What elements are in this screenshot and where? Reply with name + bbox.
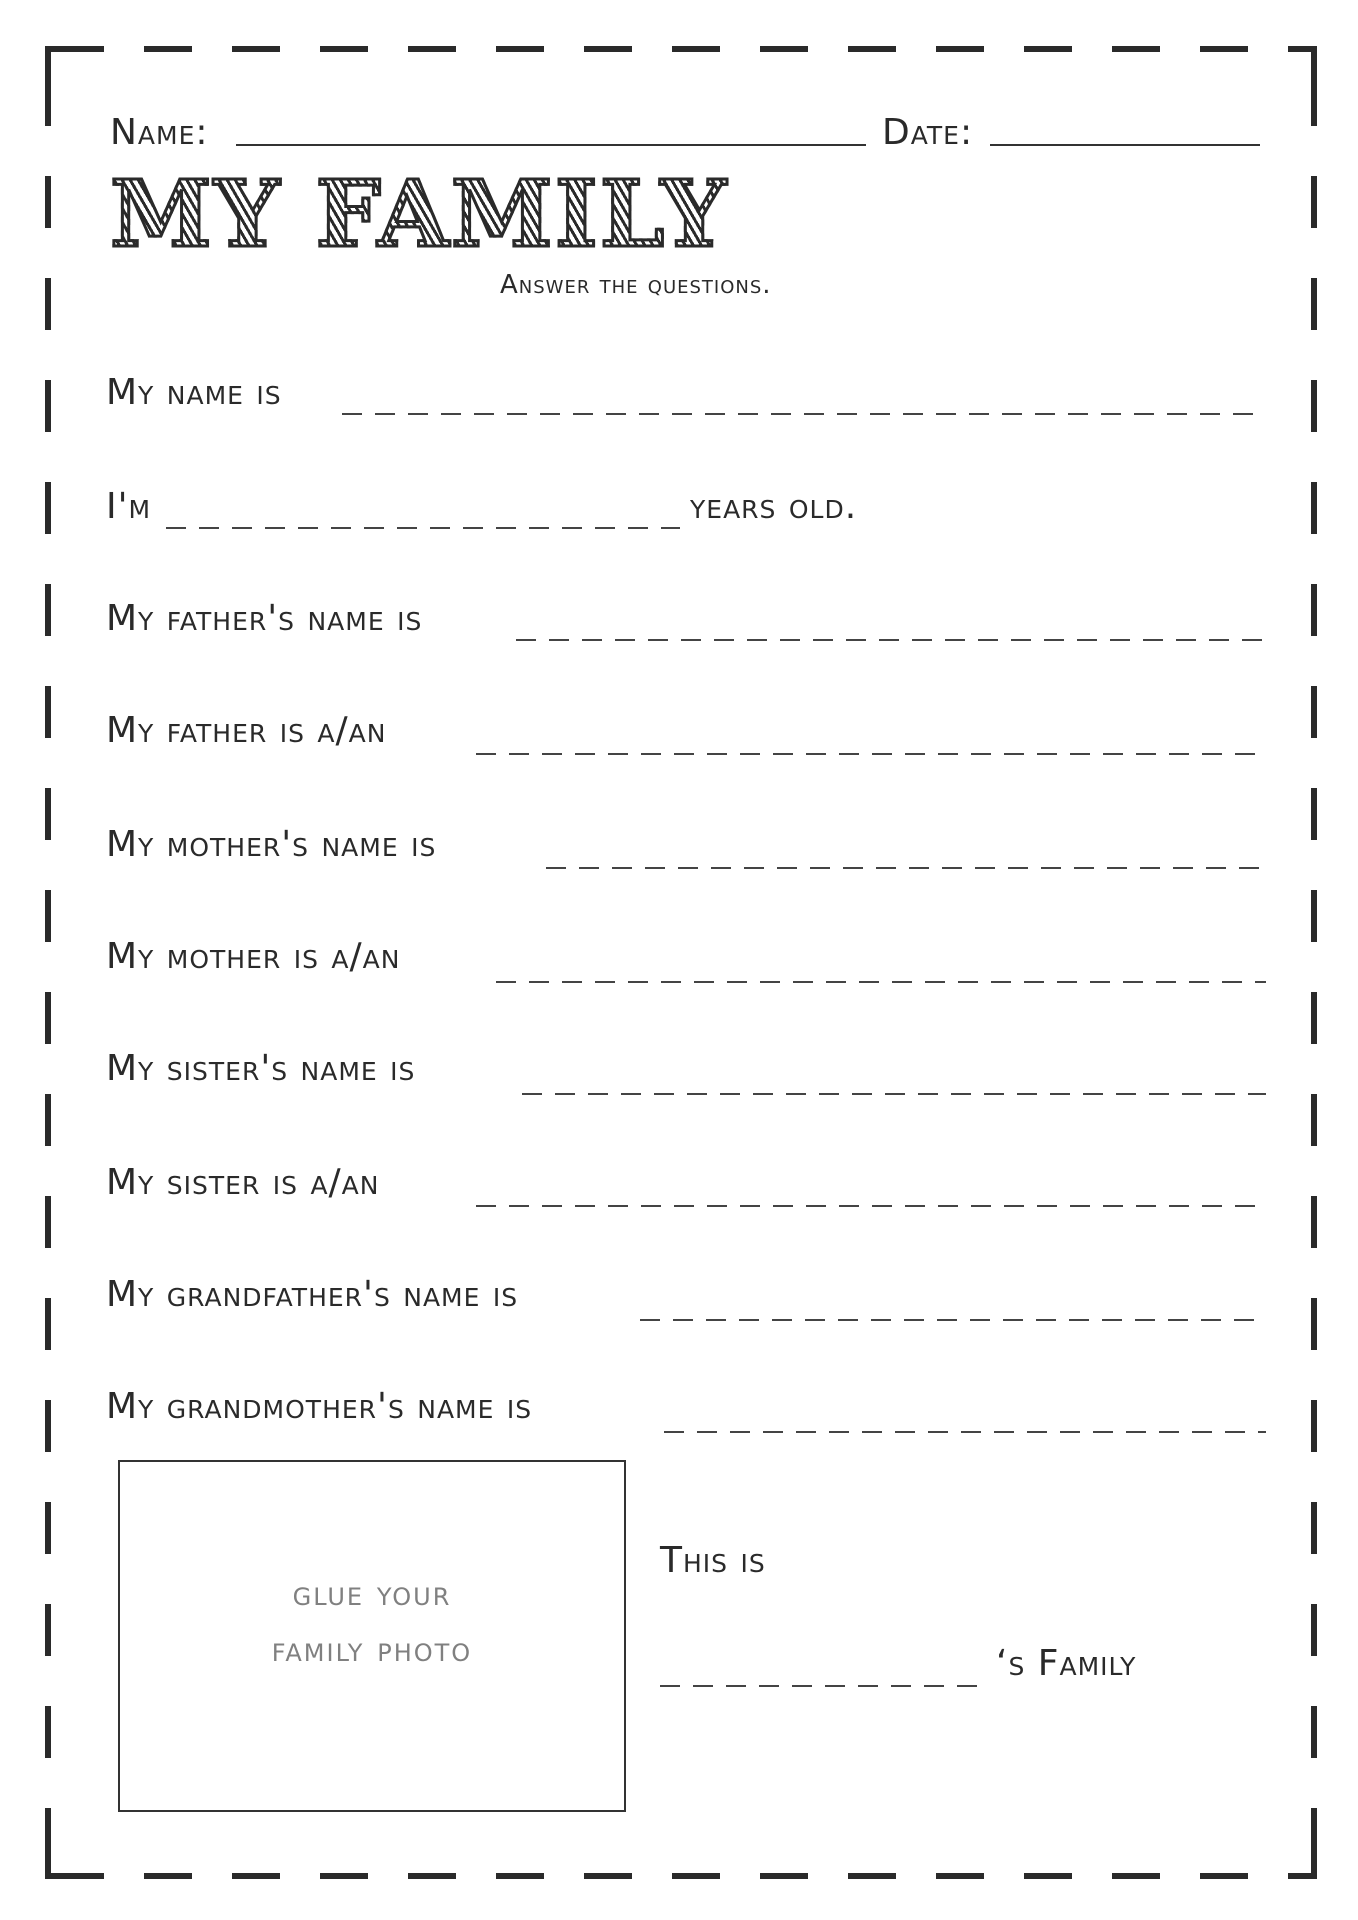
answer-field-mother-job[interactable] — [496, 980, 1266, 984]
question-label: I'm — [106, 486, 152, 527]
question-suffix: years old. — [690, 486, 858, 527]
answer-field-age[interactable] — [166, 526, 680, 530]
answer-field-grandmother-name[interactable] — [664, 1430, 1266, 1434]
photo-box-text-line2: family photo — [271, 1630, 473, 1670]
photo-box-text-line1: glue your — [292, 1574, 452, 1614]
answer-field-father-name[interactable] — [516, 638, 1266, 642]
answer-field-name[interactable] — [342, 412, 1266, 416]
answer-field-mother-name[interactable] — [546, 866, 1266, 870]
answer-field-sister-job[interactable] — [476, 1204, 1266, 1208]
question-label: My sister's name is — [106, 1048, 416, 1089]
family-photo-box[interactable] — [118, 1460, 626, 1812]
answer-field-family-name[interactable] — [660, 1684, 988, 1688]
name-label: Name: — [110, 112, 209, 153]
caption-this-is: This is — [660, 1540, 766, 1581]
question-label: My father is a/an — [106, 710, 387, 751]
instructions: Answer the questions. — [500, 270, 772, 300]
answer-field-father-job[interactable] — [476, 752, 1266, 756]
date-label: Date: — [882, 112, 974, 153]
answer-field-sister-name[interactable] — [522, 1092, 1266, 1096]
caption-family-suffix: ‘s Family — [996, 1643, 1137, 1684]
question-label: My mother is a/an — [106, 936, 401, 977]
answer-field-grandfather-name[interactable] — [640, 1318, 1266, 1322]
question-label: My father's name is — [106, 598, 423, 639]
question-label: My mother's name is — [106, 824, 437, 865]
question-label: My grandmother's name is — [106, 1386, 533, 1427]
name-field-line[interactable] — [236, 144, 866, 146]
page-title — [110, 160, 729, 268]
question-label: My grandfather's name is — [106, 1274, 519, 1315]
question-label: My sister is a/an — [106, 1162, 380, 1203]
page-title-text: MY FAMILY — [110, 160, 729, 268]
question-label: My name is — [106, 372, 282, 413]
header-row — [110, 108, 1260, 158]
date-field-line[interactable] — [990, 144, 1260, 146]
